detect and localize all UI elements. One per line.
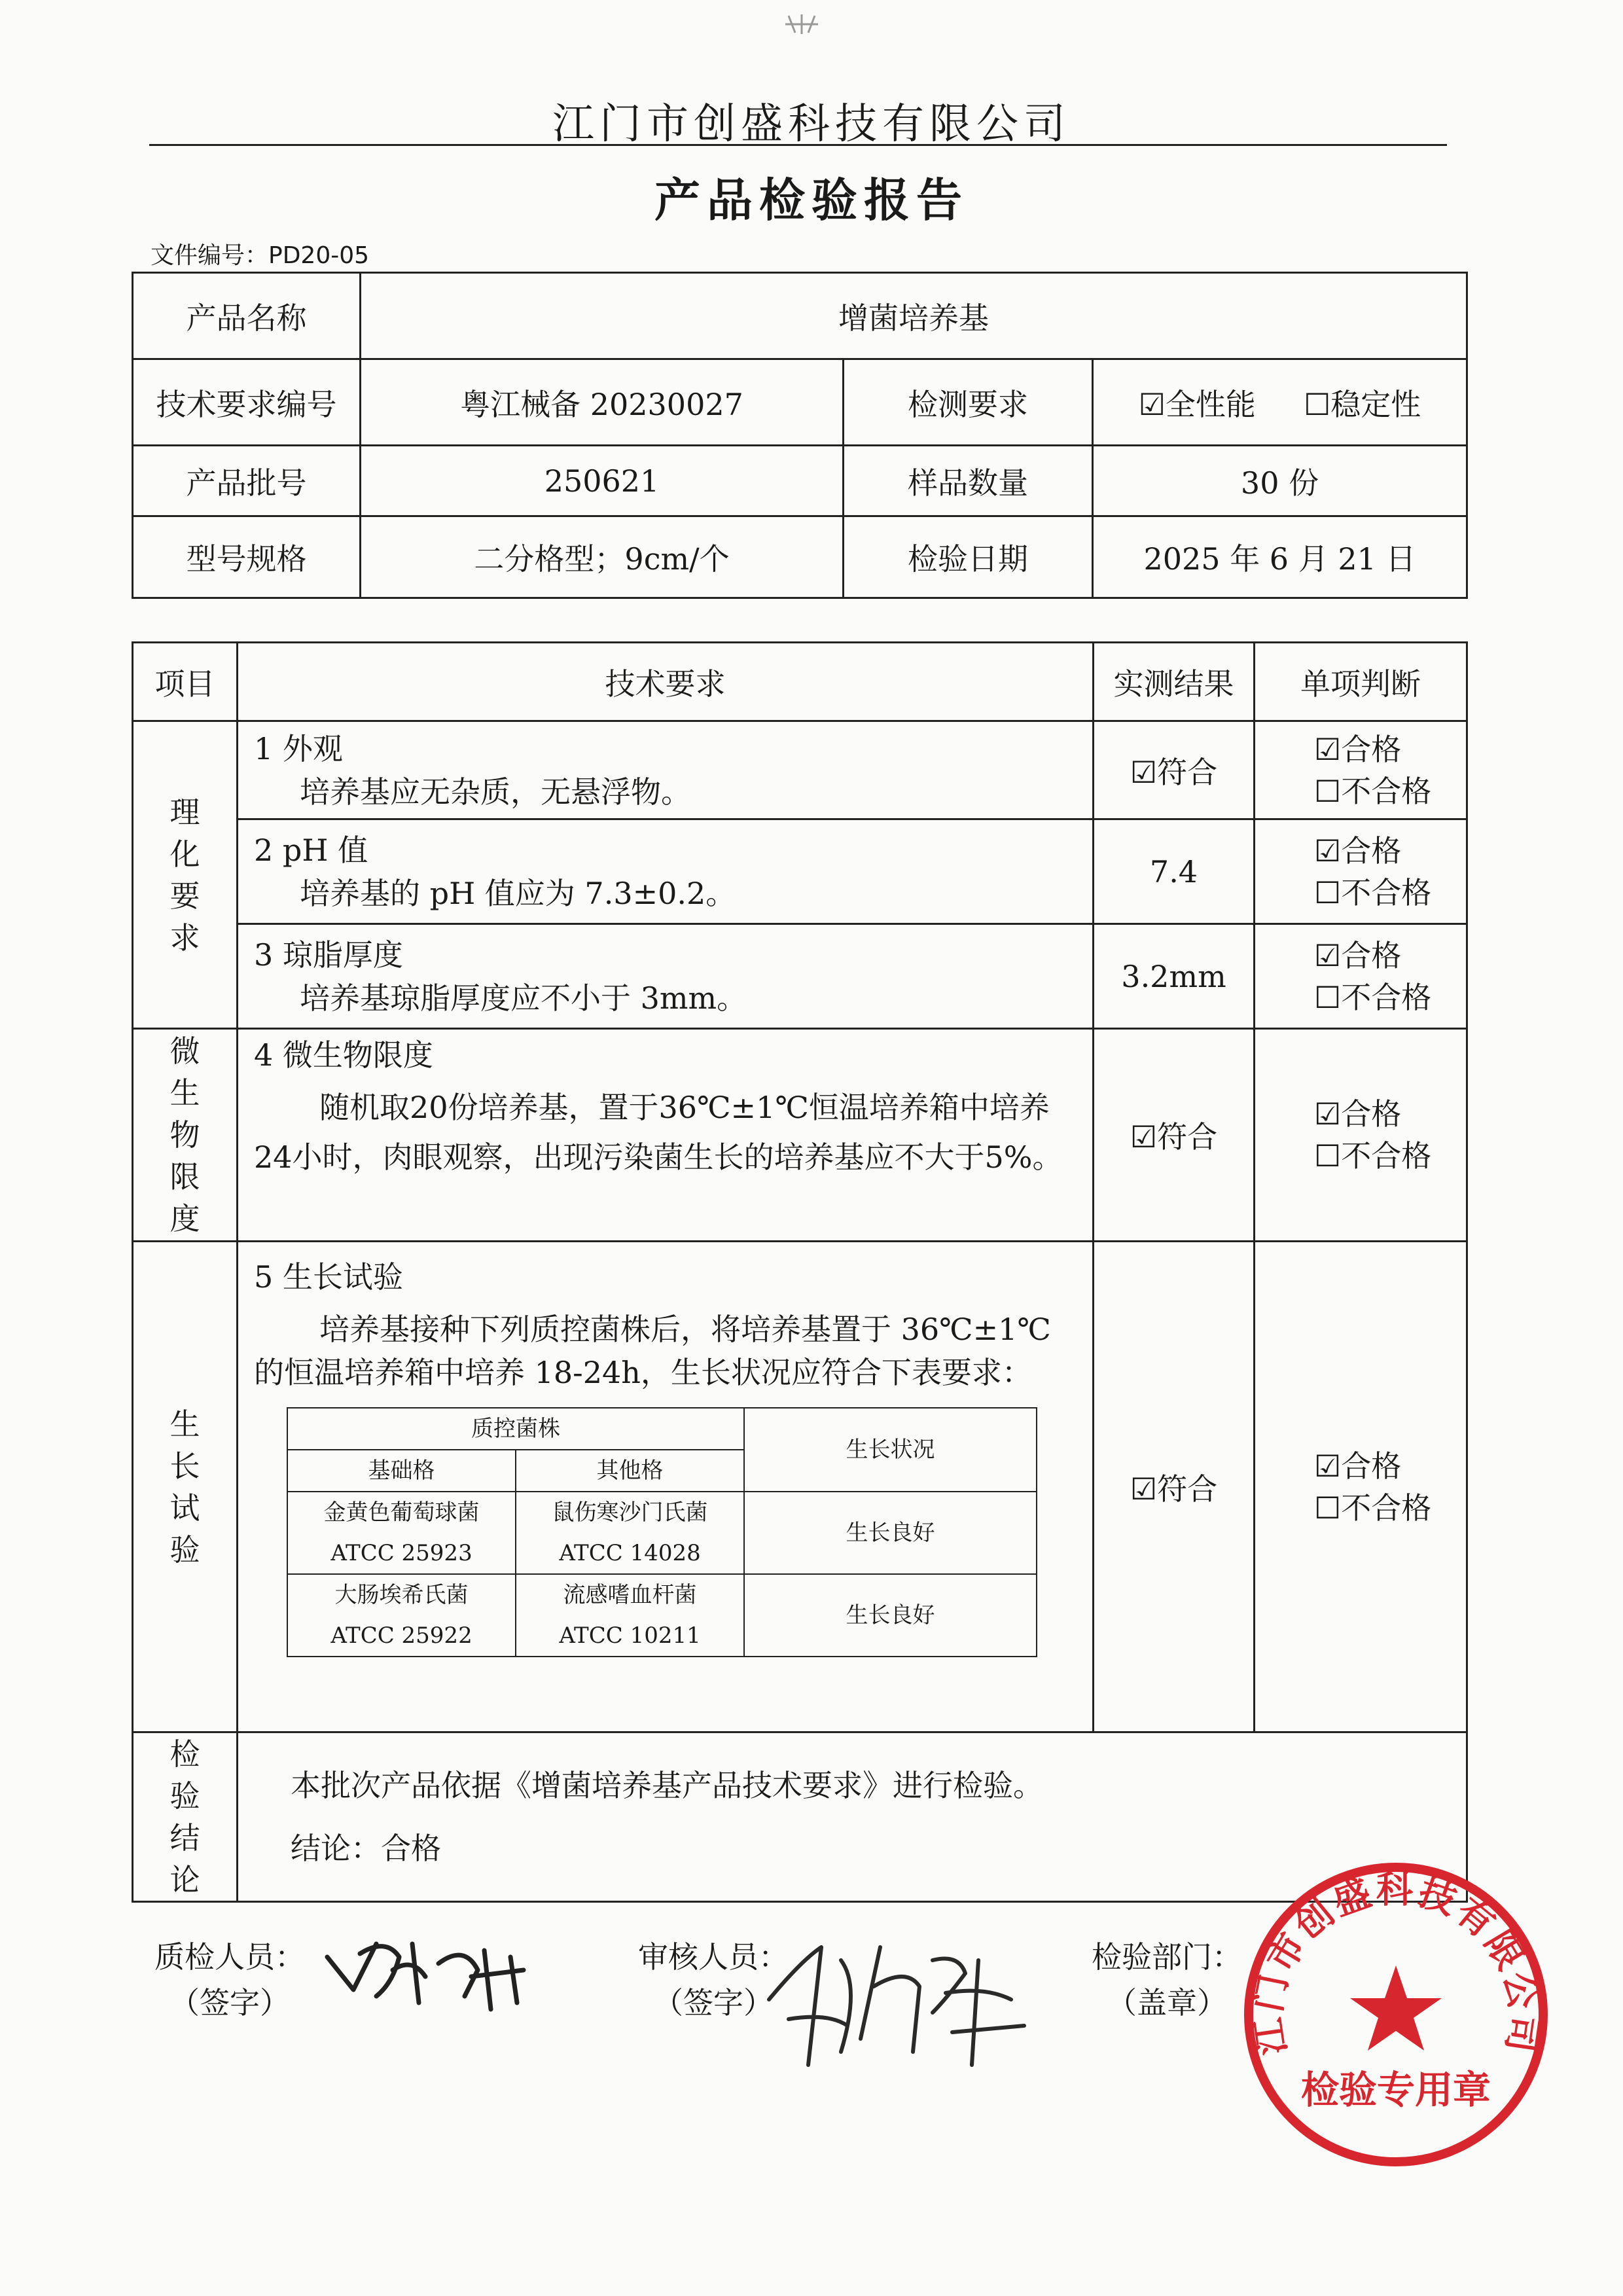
- batch-label: 产品批号: [133, 446, 361, 516]
- dept-label: 检验部门：: [1092, 1939, 1242, 1975]
- col-result: 实测结果: [1094, 643, 1255, 721]
- inspector-signature: [314, 1918, 550, 2016]
- item-result: 3.2mm: [1094, 924, 1255, 1029]
- item-title: 4 微生物限度: [254, 1037, 433, 1073]
- conclusion-basis: 本批次产品依据《增菌培养基产品技术要求》进行检验。: [291, 1768, 1043, 1803]
- fail-check: ☐不合格: [1314, 773, 1432, 809]
- fail-check: ☐不合格: [1314, 1490, 1432, 1526]
- strain-cell: [516, 1574, 744, 1657]
- item-appearance: [238, 721, 1094, 819]
- product-info-table: [132, 272, 1468, 599]
- category-growth-text: 生长试验: [169, 1406, 200, 1568]
- other-header: 其他格: [516, 1450, 744, 1492]
- product-name-label: 产品名称: [133, 273, 361, 359]
- strain-atcc: ATCC 10211: [559, 1623, 701, 1649]
- strain-cell: [287, 1574, 516, 1657]
- company-name: 江门市创盛科技有限公司: [552, 100, 1071, 149]
- fail-check: ☐不合格: [1314, 874, 1432, 910]
- seal-star-icon: [1350, 1965, 1442, 2051]
- pass-check: ☑合格: [1314, 833, 1402, 869]
- strain-atcc: ATCC 25922: [330, 1623, 473, 1649]
- item-agar-thickness: [238, 924, 1094, 1029]
- conclusion-result: 结论：合格: [291, 1831, 441, 1866]
- seal-top-text: 江门市创盛科技有限公司: [1247, 1869, 1545, 2058]
- dept-note: （盖章）: [1107, 1985, 1227, 2020]
- item-microbial-limit: [238, 1029, 1094, 1242]
- item-ph: [238, 819, 1094, 924]
- product-name-value: 增菌培养基: [361, 273, 1467, 359]
- item-desc: 培养基应无杂质，无悬浮物。: [300, 774, 691, 810]
- category-microbe-text: 微生物限度: [169, 1033, 200, 1236]
- strain-cell: [516, 1492, 744, 1574]
- full-performance-check: ☑全性能: [1138, 386, 1256, 422]
- ink-mark: [779, 8, 825, 41]
- fail-check: ☐不合格: [1314, 1138, 1432, 1174]
- dept-label-block: [1092, 1934, 1242, 2026]
- col-judgement: 单项判断: [1255, 643, 1467, 721]
- inspector-label-block: [154, 1934, 305, 2026]
- item-judgement: [1255, 924, 1467, 1029]
- model-label: 型号规格: [133, 516, 361, 598]
- pass-check: ☑合格: [1314, 1448, 1402, 1484]
- strain-name: 流感嗜血杆菌: [563, 1582, 697, 1608]
- reviewer-signature: [749, 1921, 1050, 2078]
- model-value: 二分格型；9cm/个: [361, 516, 844, 598]
- item-judgement: [1255, 1029, 1467, 1242]
- pass-check: ☑合格: [1314, 1096, 1402, 1132]
- qc-strain-header: 质控菌株: [287, 1408, 744, 1450]
- sample-qty-label: 样品数量: [844, 446, 1093, 516]
- base-header: 基础格: [287, 1450, 516, 1492]
- test-req-label: 检测要求: [844, 359, 1093, 446]
- item-title: 1 外观: [254, 730, 343, 766]
- strain-atcc: ATCC 25923: [330, 1540, 473, 1566]
- strain-cell: [287, 1492, 516, 1574]
- strain-name: 金黄色葡萄球菌: [323, 1499, 480, 1526]
- item-desc-line1: 培养基接种下列质控菌株后，将培养基置于 36℃±1℃: [319, 1312, 1051, 1347]
- category-physchem: [133, 721, 238, 1029]
- sample-qty-value: 30 份: [1093, 446, 1467, 516]
- category-microbe: [133, 1029, 238, 1242]
- strain-name: 鼠伤寒沙门氏菌: [552, 1499, 708, 1526]
- batch-value: 250621: [361, 446, 844, 516]
- item-desc: 培养基的 pH 值应为 7.3±0.2。: [300, 875, 736, 911]
- item-title: 2 pH 值: [254, 832, 368, 868]
- item-growth-test: [238, 1242, 1094, 1732]
- header-rule: [149, 144, 1447, 146]
- item-judgement: [1255, 721, 1467, 819]
- inspector-note: （签字）: [169, 1985, 290, 2020]
- category-growth: [133, 1242, 238, 1732]
- reviewer-note: （签字）: [653, 1985, 774, 2020]
- category-conclusion: [133, 1732, 238, 1902]
- fail-check: ☐不合格: [1314, 979, 1432, 1015]
- item-desc-line2: 24小时，肉眼观察，出现污染菌生长的培养基应不大于5%。: [254, 1139, 1063, 1175]
- document-number: 文件编号：PD20-05: [151, 242, 370, 269]
- test-date-label: 检验日期: [844, 516, 1093, 598]
- strain-name: 大肠埃希氏菌: [334, 1582, 469, 1608]
- strain-table: [287, 1407, 1037, 1657]
- test-req-value: [1093, 359, 1467, 446]
- strain-status: 生长良好: [744, 1492, 1037, 1574]
- pass-check: ☑合格: [1314, 731, 1402, 767]
- item-title: 3 琼脂厚度: [254, 937, 403, 973]
- item-judgement: [1255, 819, 1467, 924]
- tech-req-no-value: 粤江械备 20230027: [361, 359, 844, 446]
- category-conclusion-text: 检验结论: [169, 1736, 200, 1897]
- inspection-items-table: [132, 641, 1468, 1903]
- test-date-value: 2025 年 6 月 21 日: [1093, 516, 1467, 598]
- item-result: ☑符合: [1094, 1242, 1255, 1732]
- item-judgement: [1255, 1242, 1467, 1732]
- item-title: 5 生长试验: [254, 1259, 403, 1295]
- col-item: 项目: [133, 643, 238, 721]
- strain-atcc: ATCC 14028: [559, 1540, 701, 1566]
- item-desc-line2: 的恒温培养箱中培养 18-24h，生长状况应符合下表要求：: [254, 1355, 1032, 1390]
- item-result: ☑符合: [1094, 721, 1255, 819]
- category-physchem-text: 理化要求: [169, 794, 200, 956]
- reviewer-label: 审核人员：: [638, 1939, 789, 1975]
- inspection-seal: [1236, 1854, 1556, 2175]
- item-desc: 培养基琼脂厚度应不小于 3mm。: [300, 980, 747, 1016]
- item-result: ☑符合: [1094, 1029, 1255, 1242]
- strain-status: 生长良好: [744, 1574, 1037, 1657]
- seal-bottom-text: 检验专用章: [1300, 2068, 1491, 2112]
- report-title: 产品检验报告: [654, 173, 969, 227]
- item-result: 7.4: [1094, 819, 1255, 924]
- col-tech-req: 技术要求: [238, 643, 1094, 721]
- inspector-label: 质检人员：: [154, 1939, 305, 1975]
- item-desc-line1: 随机取20份培养基，置于36℃±1℃恒温培养箱中培养: [319, 1090, 1050, 1125]
- pass-check: ☑合格: [1314, 937, 1402, 973]
- growth-status-header: 生长状况: [744, 1408, 1037, 1492]
- stability-check: ☐稳定性: [1304, 386, 1421, 422]
- tech-req-no-label: 技术要求编号: [133, 359, 361, 446]
